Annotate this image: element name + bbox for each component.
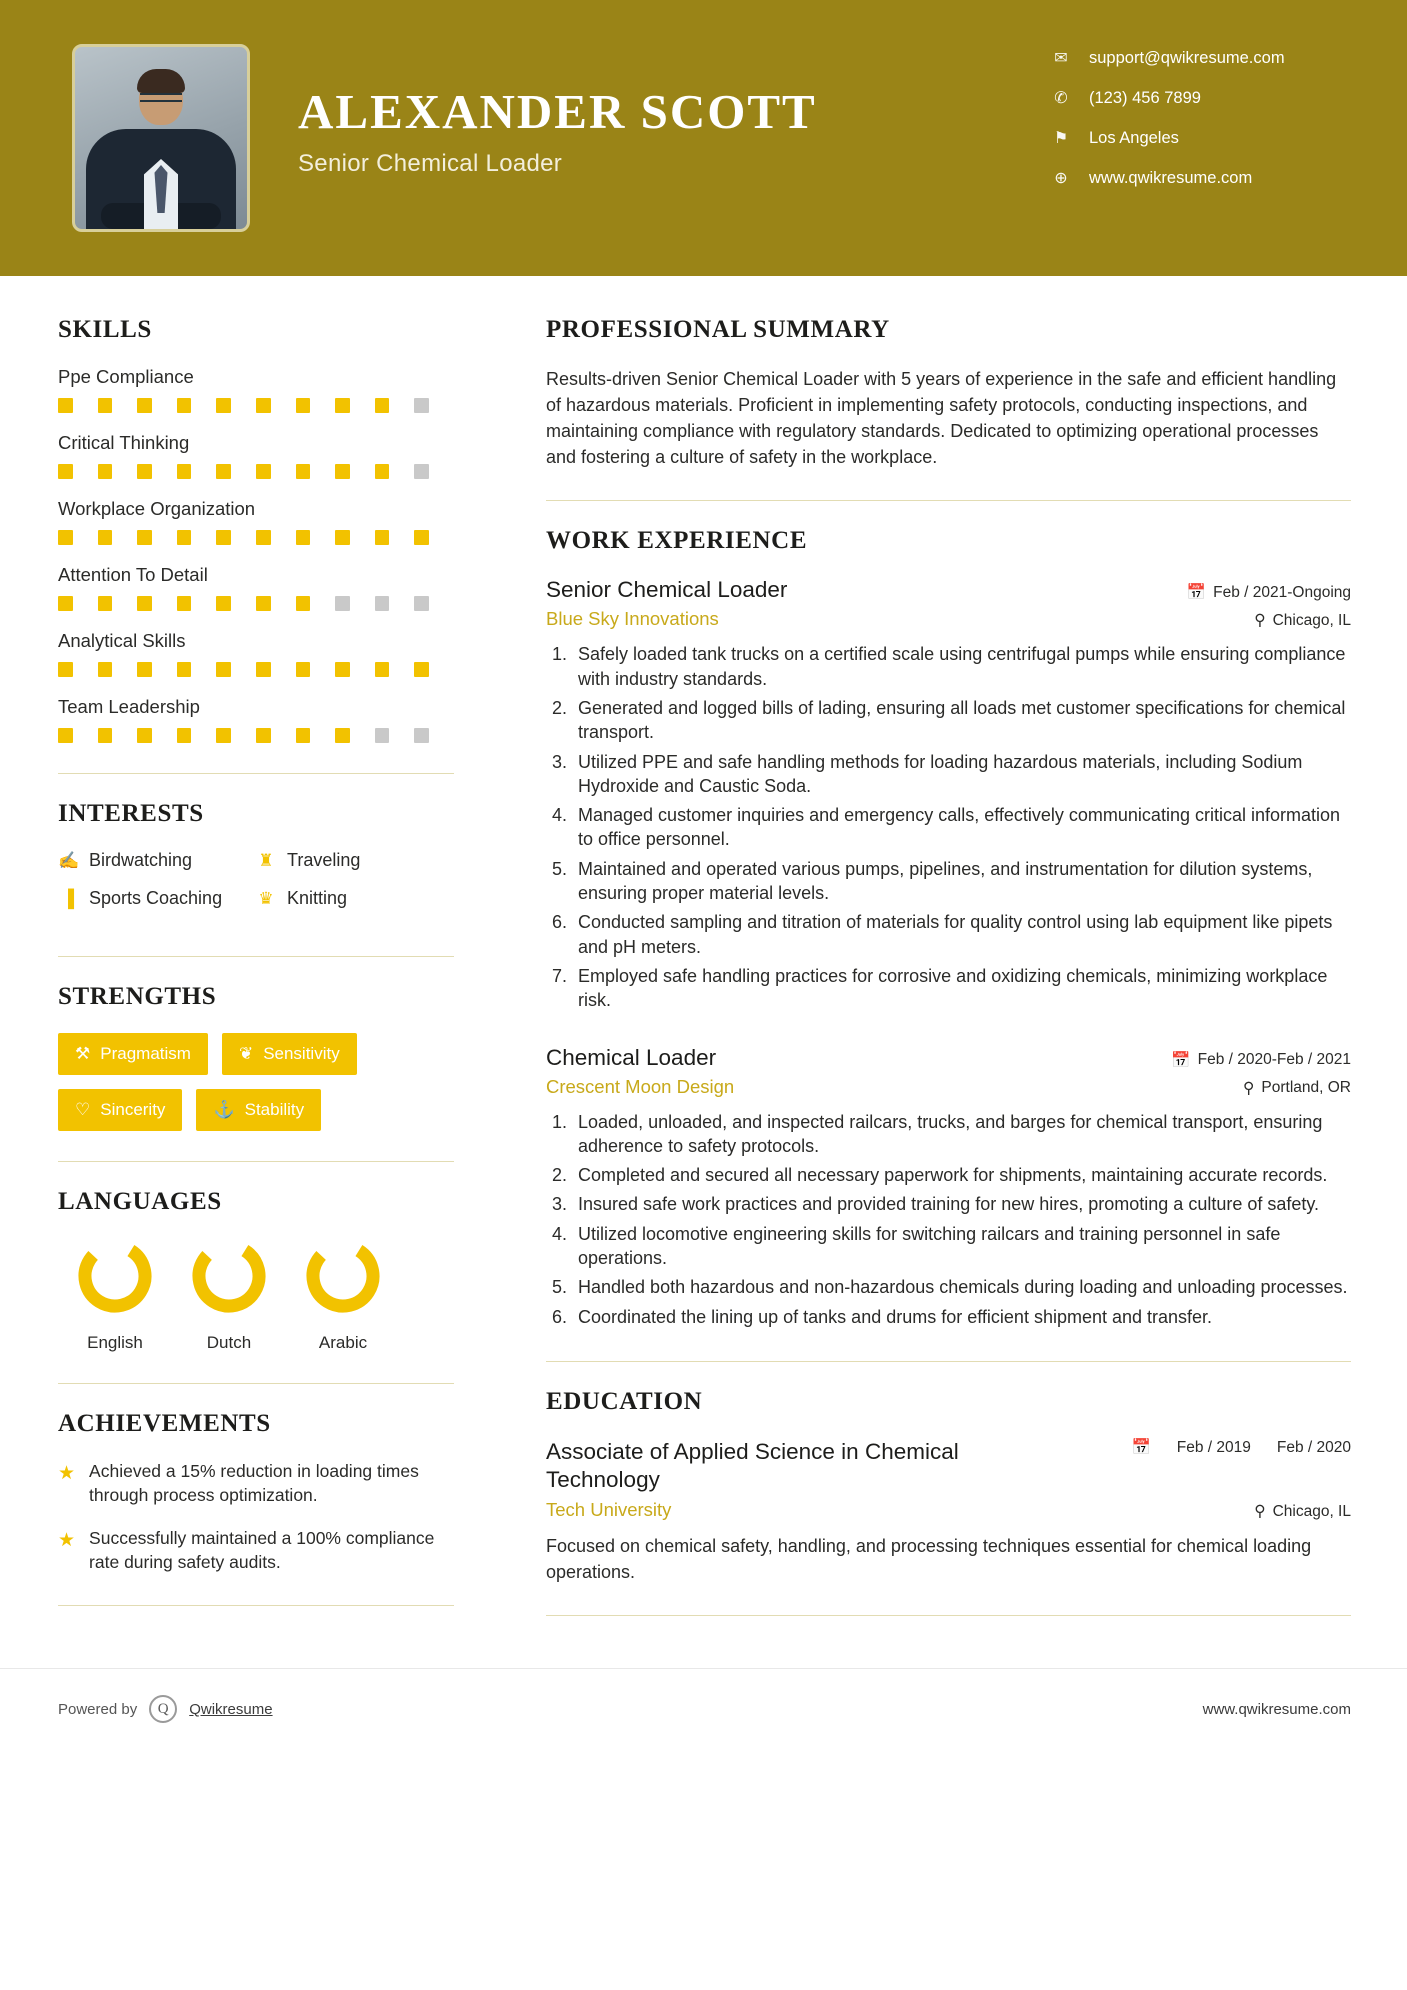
interests-heading: INTERESTS: [58, 800, 204, 827]
job-location: [1243, 1079, 1351, 1098]
skill-dot: [296, 530, 311, 545]
skill-item: [58, 366, 454, 413]
location-pin-icon: ⚑: [1053, 130, 1069, 147]
skill-dot: [177, 530, 192, 545]
skill-dot: [216, 398, 231, 413]
skill-dot: [137, 530, 152, 545]
skill-dot: [137, 662, 152, 677]
interest-label: Sports Coaching: [89, 888, 223, 908]
skill-label: Ppe Compliance: [58, 366, 194, 387]
interest-item: [58, 888, 256, 909]
skill-dot: [216, 530, 231, 545]
education-location: [1254, 1502, 1351, 1521]
strengths-heading: STRENGTHS: [58, 983, 217, 1010]
divider: [546, 500, 1351, 501]
skills-list: [58, 366, 454, 743]
skill-dot: [375, 464, 390, 479]
languages-heading: LANGUAGES: [58, 1188, 222, 1215]
skill-rating: [58, 530, 454, 545]
interest-label: Birdwatching: [89, 850, 193, 870]
skill-dot: [375, 596, 390, 611]
job-bullet: 4. Utilized locomotive engineering skills for switching railcars and training personnel in safe operations.: [572, 1222, 1351, 1271]
strength-label: Sensitivity: [263, 1044, 340, 1063]
skill-dot: [414, 530, 429, 545]
divider: [546, 1361, 1351, 1362]
job-bullet: 2. Completed and secured all necessary paperwork for shipments, maintaining accurate records.: [572, 1163, 1351, 1187]
skill-rating: [58, 464, 454, 479]
interest-label: Traveling: [287, 850, 361, 870]
sports-icon: ▐: [61, 888, 75, 908]
interest-item: [58, 850, 256, 871]
calendar-icon: 📅: [1186, 584, 1207, 602]
skill-dot: [216, 728, 231, 743]
skill-dot: [58, 398, 73, 413]
skills-heading: SKILLS: [58, 316, 152, 343]
skill-dot: [414, 728, 429, 743]
strengths-list: [58, 1033, 454, 1131]
skill-dot: [335, 728, 350, 743]
job-company: Crescent Moon Design: [546, 1075, 735, 1097]
job-bullets: [572, 1110, 1351, 1329]
skill-dot: [58, 662, 73, 677]
binoculars-icon: ♜: [258, 850, 274, 870]
skill-dot: [256, 464, 271, 479]
job-bullet: 6. Coordinated the lining up of tanks and drums for efficient shipment and transfer.: [572, 1305, 1351, 1329]
summary-heading: PROFESSIONAL SUMMARY: [546, 316, 890, 343]
skill-label: Workplace Organization: [58, 498, 256, 519]
contact-email-value: support@qwikresume.com: [1089, 48, 1285, 67]
job-date-value: Feb / 2020-Feb / 2021: [1197, 1051, 1351, 1069]
summary-text: Results-driven Senior Chemical Loader with 5 years of experience in the safe and efficient handling of hazardous materials. Proficient in implementing safety protocols, conducting inspections, and maintaining compliance with regulatory standards. Dedicated to optimizing operational processes and fostering a culture of safety in the workplace.: [546, 369, 1337, 468]
skill-dot: [177, 662, 192, 677]
skill-dot: [216, 596, 231, 611]
education-start-date: Feb / 2019: [1176, 1438, 1251, 1456]
job-bullet: 3. Utilized PPE and safe handling methods for loading hazardous materials, including Sodium Hydroxide and Caustic Soda.: [572, 750, 1351, 799]
skill-dot: [216, 464, 231, 479]
job-bullet: 2. Generated and logged bills of lading, ensuring all loads met customer specifications for chemical transport.: [572, 696, 1351, 745]
progress-ring: [77, 1238, 153, 1314]
skill-item: [58, 696, 454, 743]
strength-label: Sincerity: [100, 1100, 166, 1119]
job-bullet: 3. Insured safe work practices and provided training for new hires, promoting a culture of safety.: [572, 1192, 1351, 1216]
skill-dot: [98, 464, 113, 479]
star-badge-icon: ★: [58, 1530, 76, 1552]
skill-rating: [58, 662, 454, 677]
skill-dot: [375, 530, 390, 545]
location-pin-icon: ⚲: [1254, 612, 1266, 630]
strength-label: Pragmatism: [100, 1044, 191, 1063]
skill-dot: [177, 464, 192, 479]
language-item: [172, 1238, 286, 1353]
education-description: Focused on chemical safety, handling, and processing techniques essential for chemical loading operations.: [546, 1536, 1312, 1583]
calendar-icon: 📅: [1131, 1438, 1151, 1456]
contact-email[interactable]: [1051, 48, 1351, 68]
contact-website[interactable]: [1051, 168, 1351, 188]
strength-chip: [58, 1033, 208, 1075]
divider: [58, 1605, 454, 1606]
interest-item: [256, 850, 454, 871]
education-dates: [1131, 1438, 1351, 1457]
skill-dot: [335, 596, 350, 611]
contact-phone[interactable]: [1051, 88, 1351, 108]
achievements-heading: ACHIEVEMENTS: [58, 1410, 271, 1437]
contact-website-value: www.qwikresume.com: [1089, 168, 1253, 187]
trophy-icon: ♛: [258, 888, 274, 908]
interest-item: [256, 888, 454, 909]
envelope-icon: ✉: [1054, 50, 1068, 67]
language-label: English: [87, 1333, 143, 1352]
skill-dot: [58, 530, 73, 545]
education-school: Tech University: [546, 1499, 672, 1521]
strength-label: Stability: [244, 1100, 305, 1119]
skill-dot: [58, 728, 73, 743]
education-heading: EDUCATION: [546, 1387, 703, 1415]
experience-heading: WORK EXPERIENCE: [546, 527, 808, 555]
job-location-value: Portland, OR: [1261, 1079, 1351, 1097]
skill-dot: [98, 662, 113, 677]
job-bullet: 5. Handled both hazardous and non-hazardous chemicals during loading and unloading processes.: [572, 1275, 1351, 1299]
skill-dot: [98, 596, 113, 611]
divider: [546, 1615, 1351, 1616]
leaf-icon: ❦: [238, 1044, 254, 1063]
strength-chip: [196, 1089, 321, 1131]
languages-list: [58, 1238, 454, 1353]
sidebar: [0, 316, 500, 1642]
achievement-text: Achieved a 15% reduction in loading times through process optimization.: [89, 1461, 419, 1505]
divider: [58, 1383, 454, 1384]
skill-rating: [58, 596, 454, 611]
skill-dot: [98, 530, 113, 545]
footer-site[interactable]: www.qwikresume.com: [1202, 1700, 1351, 1718]
skill-label: Team Leadership: [58, 696, 200, 717]
skill-dot: [414, 596, 429, 611]
job-location: [1254, 611, 1351, 630]
achievements-list: [58, 1460, 454, 1575]
footer: [0, 1668, 1407, 1743]
skill-dot: [58, 464, 73, 479]
education-location-value: Chicago, IL: [1272, 1502, 1351, 1520]
skill-item: [58, 432, 454, 479]
qwikresume-logo-icon: Q: [149, 1695, 177, 1723]
bird-icon: ✍: [58, 850, 80, 870]
achievement-item: [58, 1527, 454, 1574]
anchor-icon: ⚓: [213, 1100, 235, 1119]
experience-item: [546, 1045, 1351, 1329]
divider: [58, 773, 454, 774]
globe-icon: ⊕: [1054, 170, 1068, 187]
skill-item: [58, 564, 454, 611]
contact-list: [1051, 0, 1351, 208]
header-job-title: Senior Chemical Loader: [298, 149, 563, 177]
skill-dot: [296, 464, 311, 479]
skill-dot: [414, 662, 429, 677]
skill-dot: [256, 728, 271, 743]
skill-dot: [335, 662, 350, 677]
job-bullet: 7. Employed safe handling practices for corrosive and oxidizing chemicals, minimizing workplace risk.: [572, 964, 1351, 1013]
skill-rating: [58, 398, 454, 413]
job-bullets: [572, 642, 1351, 1012]
job-date-value: Feb / 2021-Ongoing: [1213, 583, 1351, 601]
experience-item: [546, 577, 1351, 1012]
phone-icon: ✆: [1054, 90, 1068, 107]
skill-label: Attention To Detail: [58, 564, 208, 585]
skill-dot: [137, 728, 152, 743]
skill-dot: [177, 398, 192, 413]
divider: [58, 956, 454, 957]
skill-item: [58, 498, 454, 545]
education-item: [546, 1438, 1351, 1585]
skill-item: [58, 630, 454, 677]
skill-dot: [296, 728, 311, 743]
interest-label: Knitting: [287, 888, 348, 908]
job-company: Blue Sky Innovations: [546, 608, 719, 630]
language-item: [58, 1238, 172, 1353]
job-date: [1187, 583, 1351, 602]
calendar-icon: 📅: [1171, 1051, 1191, 1069]
skill-dot: [375, 662, 390, 677]
heart-icon: ♡: [75, 1100, 91, 1119]
powered-by: [58, 1695, 273, 1723]
skill-dot: [58, 596, 73, 611]
skill-dot: [177, 728, 192, 743]
job-bullet: 4. Managed customer inquiries and emergency calls, effectively communicating critical information to office personnel.: [572, 803, 1351, 852]
qwikresume-link[interactable]: Qwikresume: [189, 1700, 273, 1718]
skill-dot: [98, 398, 113, 413]
skill-dot: [335, 530, 350, 545]
interests-list: [58, 850, 454, 926]
contact-location-value: Los Angeles: [1089, 128, 1179, 147]
skill-label: Critical Thinking: [58, 432, 190, 453]
language-label: Arabic: [318, 1333, 368, 1352]
language-label: Dutch: [206, 1333, 252, 1352]
powered-by-label: Powered by: [58, 1700, 138, 1718]
job-bullet: 5. Maintained and operated various pumps, pipelines, and instrumentation for dilution systems, ensuring proper material levels.: [572, 857, 1351, 906]
strength-chip: [58, 1089, 182, 1131]
job-role: Chemical Loader: [546, 1044, 717, 1070]
job-role: Senior Chemical Loader: [546, 577, 788, 603]
star-badge-icon: ★: [58, 1463, 76, 1484]
skill-dot: [98, 728, 113, 743]
skill-label: Analytical Skills: [58, 630, 186, 651]
skill-dot: [335, 398, 350, 413]
job-bullet: 6. Conducted sampling and titration of materials for quality control using lab equipment like pipets and pH meters.: [572, 910, 1351, 959]
contact-phone-value: (123) 456 7899: [1089, 88, 1201, 107]
page-title: ALEXANDER SCOTT: [298, 83, 817, 139]
location-pin-icon: ⚲: [1243, 1079, 1255, 1097]
achievement-item: [58, 1460, 454, 1507]
skill-dot: [414, 464, 429, 479]
location-pin-icon: ⚲: [1254, 1503, 1266, 1521]
skill-dot: [296, 596, 311, 611]
job-bullet: 1. Loaded, unloaded, and inspected railcars, trucks, and barges for chemical transport, ensuring adherence to safety protocols.: [572, 1110, 1351, 1159]
skill-dot: [137, 596, 152, 611]
skill-dot: [137, 398, 152, 413]
skill-dot: [256, 662, 271, 677]
resume-header: [0, 0, 1407, 276]
skill-dot: [256, 596, 271, 611]
avatar: [72, 44, 250, 232]
job-date: [1171, 1051, 1351, 1070]
education-end-date: Feb / 2020: [1276, 1438, 1351, 1456]
progress-ring: [305, 1238, 381, 1314]
language-item: [286, 1238, 400, 1353]
skill-dot: [335, 464, 350, 479]
education-degree: Associate of Applied Science in Chemical Technology: [546, 1438, 959, 1493]
skill-dot: [375, 398, 390, 413]
contact-location: [1051, 128, 1351, 148]
skill-dot: [414, 398, 429, 413]
strength-chip: [222, 1033, 357, 1075]
achievement-text: Successfully maintained a 100% compliance rate during safety audits.: [89, 1528, 435, 1572]
divider: [58, 1161, 454, 1162]
main-content: [500, 316, 1351, 1642]
skill-dot: [296, 662, 311, 677]
skill-dot: [216, 662, 231, 677]
skill-dot: [375, 728, 390, 743]
skill-dot: [137, 464, 152, 479]
progress-ring: [191, 1238, 267, 1314]
name-block: [250, 83, 1051, 194]
skill-rating: [58, 728, 454, 743]
skill-dot: [256, 398, 271, 413]
skill-dot: [256, 530, 271, 545]
job-location-value: Chicago, IL: [1272, 611, 1351, 629]
skill-dot: [177, 596, 192, 611]
hammer-icon: ⚒: [75, 1044, 91, 1063]
job-bullet: 1. Safely loaded tank trucks on a certified scale using centrifugal pumps while ensuring compliance with industry standards.: [572, 642, 1351, 691]
skill-dot: [296, 398, 311, 413]
